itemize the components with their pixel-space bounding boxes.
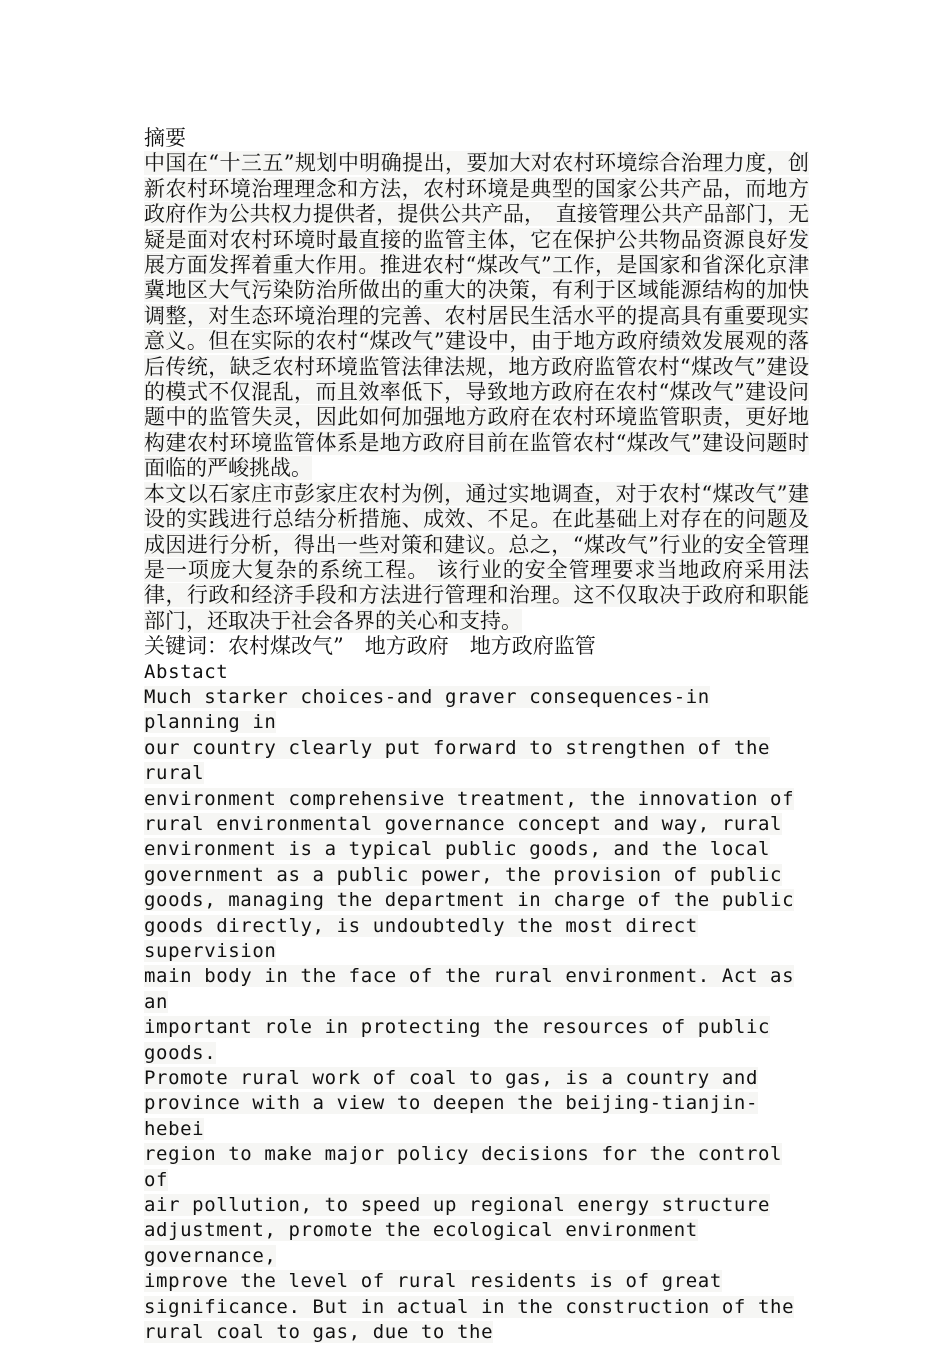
english-line [144,837,809,862]
english-line-text: improve the level of rural residents is of great [144,1270,722,1293]
english-line [144,1269,809,1294]
english-line [144,1015,809,1066]
english-line-text: rural coal to gas, due to the [144,1321,494,1344]
abstract-paragraph-2 [144,482,809,634]
abstract-paragraph-1-text: 中国在“十三五”规划中明确提出，要加大对农村环境综合治理力度，创新农村环境治理理念和方法，农村环境是典型的国家公共产品，而地方政府作为公共权力提供者，提供公共产品， 直接管理公共产品部门，无疑是面对农村环境时最直接的监管主体，它在保护公共物品资源良好发展方面发挥着重大作用。推进农村“煤改气”工作，是国家和省深化京津冀地区大气污染防治所做出的重大的决策，有利于区域能源结构的加快调整，对生态环境治理的完善、农村居民生活水平的提高具有重要现实意义。但在实际的农村“煤改气”建设中，由于地方政府绩效发展观的落后传统，缺乏农村环境监管法律法规，地方政府监管农村“煤改气”建设的模式不仅混乱，而且效率低下，导致地方政府在农村“煤改气”建设问题中的监管失灵，因此如何加强地方政府在农村环境监管职责，更好地构建农村环境监管体系是地方政府目前在监管农村“煤改气”建设问题时面临的严峻挑战。 [144,151,809,481]
abstract-paragraph-2-text: 本文以石家庄市彭家庄农村为例，通过实地调查，对于农村“煤改气”建设的实践进行总结分析措施、成效、不足。在此基础上对存在的问题及成因进行分析，得出一些对策和建议。总之，“煤改气”行业的安全管理是一项庞大复杂的系统工程。 该行业的安全管理要求当地政府采用法律，行政和经济手段和方法进行管理和治理。这不仅取决于政府和职能部门，还取决于社会各界的关心和支持。 [144,481,809,633]
english-line [144,1193,809,1218]
english-line-text: important role in protecting the resources of public goods. [144,1016,771,1064]
english-line [144,787,809,812]
english-line [144,1091,809,1142]
english-line [144,863,809,888]
english-line-text: environment is a typical public goods, and the local [144,838,771,861]
document-body [144,126,809,1346]
english-line-text: region to make major policy decisions for the control of [144,1143,783,1191]
english-line-text: adjustment, promote the ecological environment governance, [144,1219,698,1267]
english-line [144,685,809,736]
english-line-text: Much starker choices-and graver consequences-in planning in [144,685,710,734]
english-line [144,964,809,1015]
english-line-text: goods directly, is undoubtedly the most direct supervision [144,914,698,962]
english-line-text: rural environmental governance concept and way, rural [144,812,783,835]
english-line-text: our country clearly put forward to strengthen of the rural [144,736,771,785]
keywords-line: 关键词：农村煤改气” 地方政府 地方政府监管 [144,634,596,659]
english-line-text: goods, managing the department in charge of the public [144,889,795,912]
english-line [144,914,809,965]
english-line-text: main body in the face of the rural environment. Act as an [144,965,795,1013]
english-line [144,812,809,837]
english-line [144,736,809,787]
english-line [144,888,809,913]
english-line-text: significance. But in actual in the construction of the [144,1295,795,1318]
english-line-text: Promote rural work of coal to gas, is a country and [144,1067,758,1090]
english-line-text: air pollution, to speed up regional energy structure [144,1194,771,1217]
abstract-heading: 摘要 [144,126,186,150]
english-line [144,1142,809,1193]
english-line-text: province with a view to deepen the beijing-tianjin-hebei [144,1092,758,1140]
english-line [144,1066,809,1091]
english-line [144,1218,809,1269]
english-abstract-heading: Abstact [144,660,229,683]
abstract-paragraph-1 [144,151,809,481]
english-line [144,1295,809,1320]
english-line-text: environment comprehensive treatment, the innovation of [144,787,795,810]
english-abstract-body [144,685,809,1346]
english-line-text: government as a public power, the provision of public [144,863,783,886]
english-line [144,1320,809,1345]
